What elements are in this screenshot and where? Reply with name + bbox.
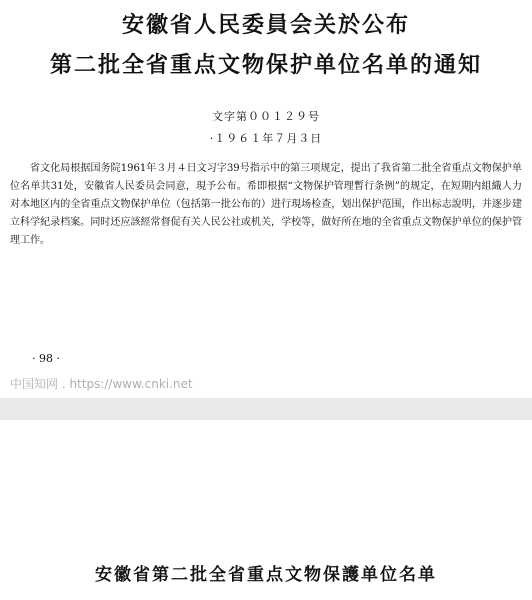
document-number: 文字第００１２９号 [212, 110, 320, 123]
notice-title-line-1: 安徽省人民委員会关於公布 [121, 12, 410, 38]
document-date: ·１９６１年７月３日 [209, 132, 323, 145]
list-title: 安徽省第二批全省重点文物保護单位名单 [95, 565, 437, 585]
notice-title-line-2: 第二批全省重点文物保护单位名单的通知 [49, 52, 482, 78]
notice-body [10, 160, 522, 250]
document-page-2 [0, 420, 532, 600]
page-number: · 98 · [32, 352, 60, 365]
body-paragraph: 省文化局根据国务院1961年３月４日文习字39号指示中的第三项规定，提出了我省第二批全省重点文物保护单位名单共31处，安徽省人民委员会同意，現予公布。希即根据“文物保护管理暫行条例”的规定，在短期内組織人力对本地区内的全省重点文物保护单位（包括第一批公布的）进行現场检查，划出保护范围，作出标志說明，并逐步建立科学紀录档案。同时还应該經常督促有关人民公社或机关，学校等，做好所在地的全省重点文物保护单位的保护管理工作。 [10, 163, 522, 246]
cnki-watermark: 中国知网 . https://www.cnki.net [10, 377, 193, 391]
